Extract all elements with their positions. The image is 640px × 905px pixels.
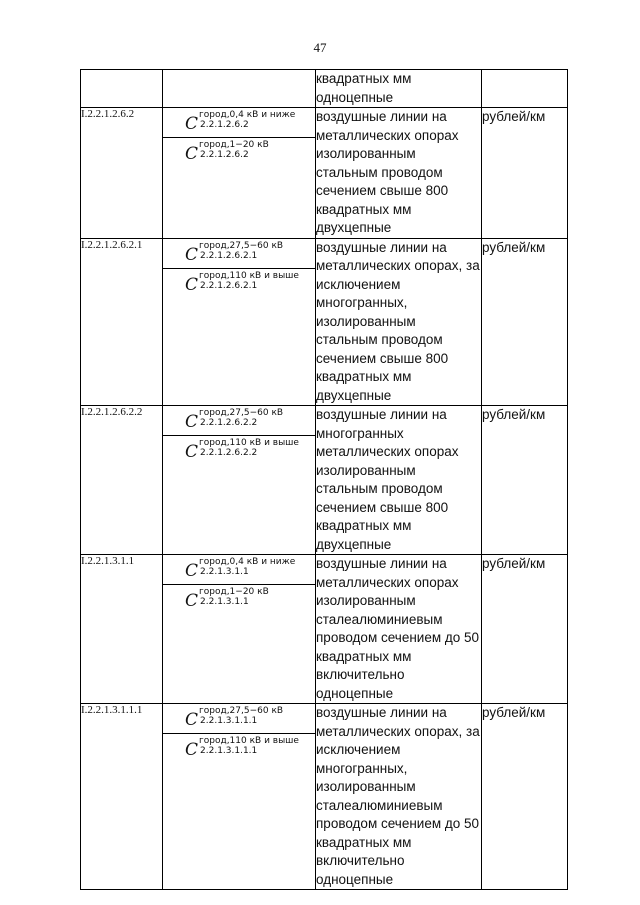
table-row [81, 704, 568, 890]
formula-symbol: C [185, 442, 199, 462]
formula-scripts [199, 557, 295, 577]
rate-formula [163, 269, 315, 298]
table-row [81, 555, 568, 704]
rate-formula [163, 555, 315, 585]
formula-cell [163, 108, 316, 239]
formula-cell [163, 704, 316, 890]
formula-cell [163, 555, 316, 704]
row-unit: рублей/км [482, 704, 568, 890]
rate-formula [163, 108, 315, 138]
table-row [81, 406, 568, 555]
formula-subscript: 2.2.1.3.1.1.1 [200, 716, 258, 726]
formula-subscript: 2.2.1.2.6.2 [200, 150, 249, 160]
formula-symbol: C [185, 710, 199, 730]
tariff-table [80, 69, 568, 890]
formula-symbol: C [185, 114, 199, 134]
formula-symbol: C [185, 144, 199, 164]
formula-subscript: 2.2.1.3.1.1 [200, 567, 249, 577]
row-description: квадратных мм одноцепные [316, 70, 482, 108]
row-code: I.2.2.1.3.1.1.1 [81, 704, 163, 890]
row-description: воздушные линии на металлических опорах, за исключением многогранных, изолированным сталеалюминиевым проводом сечением до 50 квадратных мм включительно одноцепные [316, 704, 482, 890]
formula-superscript: город,27,5−60 кВ [199, 408, 284, 418]
formula-superscript: город,110 кВ и выше [199, 736, 299, 746]
formula-symbol: C [185, 412, 199, 432]
rate-formula [163, 406, 315, 436]
rate-formula [163, 239, 315, 269]
rate-formula [163, 734, 315, 763]
formula-scripts [199, 241, 283, 261]
table-row [81, 108, 568, 239]
page-number: 47 [313, 40, 327, 55]
row-unit: рублей/км [482, 555, 568, 704]
formula-subscript: 2.2.1.2.6.2 [200, 120, 249, 130]
formula-scripts [199, 408, 283, 428]
formula-superscript: город,110 кВ и выше [199, 270, 299, 281]
formula-subscript: 2.2.1.2.6.2.1 [200, 250, 258, 261]
table-row [81, 238, 568, 406]
row-description: воздушные линии на металлических опорах изолированным сталеалюминиевым проводом сечением до 50 квадратных мм включительно одноцепные [316, 555, 482, 704]
formula-cell [163, 70, 316, 108]
row-description: воздушные линии на многогранных металлических опорах изолированным стальным проводом сечением свыше 800 квадратных мм двухцепные [316, 406, 482, 555]
rate-formula [163, 585, 315, 614]
rate-formula [163, 704, 315, 734]
formula-scripts [199, 110, 295, 130]
formula-superscript: город,0,4 кВ и ниже [199, 110, 296, 120]
row-unit [482, 70, 568, 108]
formula-scripts [199, 736, 299, 756]
formula-superscript: город,1−20 кВ [199, 587, 269, 597]
row-code: I.2.2.1.3.1.1 [81, 555, 163, 704]
formula-superscript: город,0,4 кВ и ниже [199, 557, 296, 567]
formula-subscript: 2.2.1.2.6.2.2 [200, 418, 258, 428]
formula-subscript: 2.2.1.2.6.2.2 [200, 448, 258, 458]
formula-symbol: C [185, 561, 199, 581]
row-code: I.2.2.1.2.6.2 [81, 108, 163, 239]
formula-cell [163, 406, 316, 555]
row-code: I.2.2.1.2.6.2.1 [81, 238, 163, 406]
formula-scripts [199, 706, 283, 726]
formula-symbol: C [185, 740, 199, 760]
rate-formula [163, 436, 315, 465]
formula-superscript: город,27,5−60 кВ [199, 240, 284, 251]
formula-subscript: 2.2.1.2.6.2.1 [200, 280, 258, 291]
row-unit: рублей/км [482, 406, 568, 555]
formula-superscript: город,1−20 кВ [199, 140, 269, 150]
row-code [81, 70, 163, 108]
formula-symbol: C [185, 244, 199, 265]
row-unit: рублей/км [482, 108, 568, 239]
row-description: воздушные линии на металлических опорах изолированным стальным проводом сечением свыше 800 квадратных мм двухцепные [316, 108, 482, 239]
formula-scripts [199, 140, 269, 160]
row-description: воздушные линии на металлических опорах, за исключением многогранных, изолированным стальным проводом сечением свыше 800 квадратных мм двухцепные [316, 238, 482, 406]
formula-superscript: город,110 кВ и выше [199, 438, 299, 448]
formula-scripts [199, 271, 299, 291]
row-code: I.2.2.1.2.6.2.2 [81, 406, 163, 555]
formula-subscript: 2.2.1.3.1.1.1 [200, 746, 258, 756]
formula-cell [163, 238, 316, 406]
formula-scripts [199, 438, 299, 458]
table-row [81, 70, 568, 108]
row-unit: рублей/км [482, 238, 568, 406]
formula-scripts [199, 587, 269, 607]
formula-superscript: город,27,5−60 кВ [199, 706, 284, 716]
formula-symbol: C [185, 591, 199, 611]
rate-formula [163, 138, 315, 167]
formula-symbol: C [185, 274, 199, 295]
formula-subscript: 2.2.1.3.1.1 [200, 597, 249, 607]
